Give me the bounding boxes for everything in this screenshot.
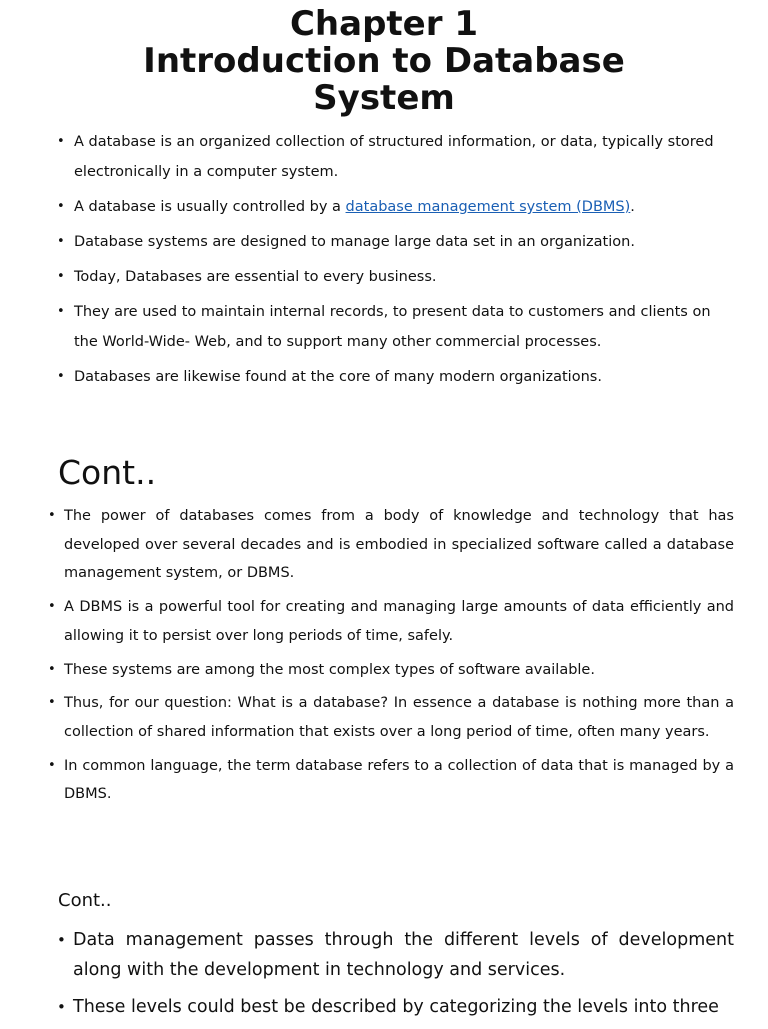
list-item <box>57 262 737 292</box>
bullet-icon: • <box>57 998 66 1016</box>
list-item-text: The power of databases comes from a body of knowledge and technology that has developed over several decades and is embodied in specialized software called a database management system, or DBMS. <box>64 508 734 582</box>
bullet-icon: • <box>57 134 65 149</box>
bullet-icon: • <box>48 599 56 615</box>
bullet-icon: • <box>57 931 66 949</box>
intro-bullet-list <box>57 127 737 397</box>
list-item-text: In common language, the term database refers to a collection of data that is managed by a DBMS. <box>64 757 734 803</box>
title-line-2: Introduction to Database <box>143 41 625 81</box>
list-item <box>57 297 737 357</box>
page-title <box>0 6 768 117</box>
section-heading-cont-2: Cont.. <box>58 890 112 911</box>
list-item-text: These levels could best be described by categorizing the levels into three <box>73 997 719 1017</box>
list-item-text: Today, Databases are essential to every business. <box>74 269 437 285</box>
list-item-text: A database is an organized collection of structured information, or data, typically stored electronically in a computer system. <box>74 134 714 180</box>
list-item <box>48 689 734 746</box>
list-item-text: A database is usually controlled by a <box>74 199 346 215</box>
list-item <box>57 227 737 257</box>
list-item-text: These systems are among the most complex types of software available. <box>64 661 595 678</box>
title-line-1: Chapter 1 <box>289 4 478 44</box>
bullet-icon: • <box>57 269 65 284</box>
list-item <box>57 192 737 222</box>
list-item <box>48 752 734 809</box>
section-heading-cont-1: Cont.. <box>58 453 157 492</box>
list-item <box>57 925 734 985</box>
list-item-text: They are used to maintain internal records, to present data to customers and clients on the World-Wide- Web, and to support many other commercial processes. <box>74 304 711 350</box>
list-item <box>57 362 737 392</box>
bullet-icon: • <box>57 304 65 319</box>
list-item-text: Thus, for our question: What is a database? In essence a database is nothing more than a collection of shared information that exists over a long period of time, often many years. <box>64 695 734 740</box>
list-item-text: A DBMS is a powerful tool for creating and managing large amounts of data efficiently and allowing it to persist over long periods of time, safely. <box>64 599 734 644</box>
list-item <box>48 593 734 650</box>
bullet-icon: • <box>48 661 56 677</box>
bullet-icon: • <box>48 757 56 773</box>
cont-bullet-list-1 <box>48 502 734 814</box>
bullet-icon: • <box>48 695 56 711</box>
list-item-text: Data management passes through the different levels of development along with the development in technology and services. <box>73 930 734 980</box>
list-item-text: Databases are likewise found at the core of many modern organizations. <box>74 369 602 385</box>
cont-bullet-list-2 <box>57 925 734 1029</box>
list-item-text: Database systems are designed to manage large data set in an organization. <box>74 234 635 250</box>
title-line-3: System <box>313 78 455 118</box>
bullet-icon: • <box>57 369 65 384</box>
bullet-icon: • <box>57 234 65 249</box>
list-item-text-suffix: . <box>630 199 635 215</box>
list-item <box>48 502 734 588</box>
list-item <box>57 992 734 1022</box>
list-item <box>57 127 737 187</box>
bullet-icon: • <box>48 508 56 523</box>
bullet-icon: • <box>57 199 65 214</box>
list-item <box>48 656 734 685</box>
dbms-link[interactable]: database management system (DBMS) <box>345 199 631 215</box>
